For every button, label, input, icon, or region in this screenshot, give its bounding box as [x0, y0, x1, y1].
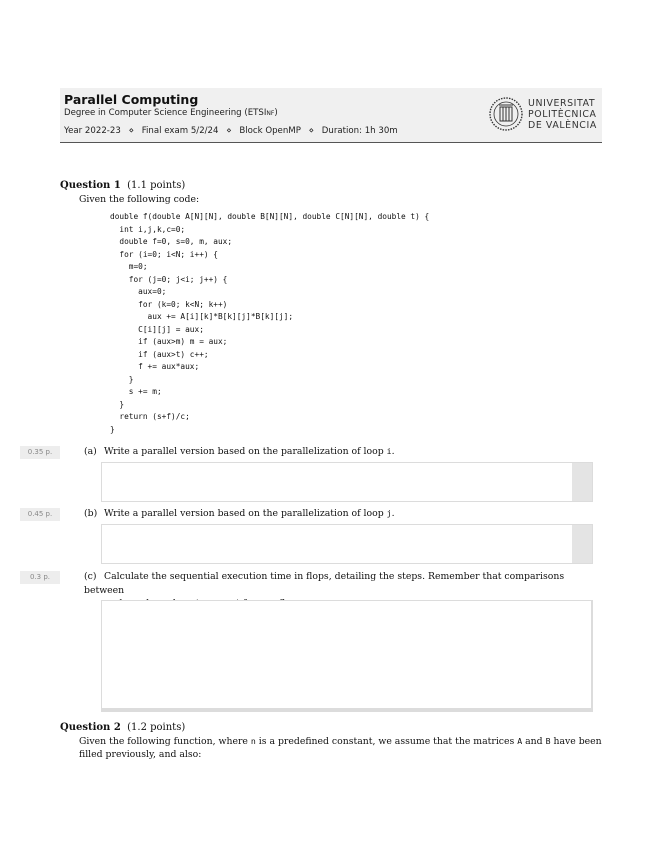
university-seal-icon — [488, 96, 524, 132]
part-tail: . — [391, 446, 395, 457]
matrix-name: A — [517, 736, 523, 746]
question-1b — [84, 507, 395, 521]
question-2-intro — [79, 736, 602, 747]
question-1-title: Question 1 — [60, 180, 121, 191]
question-1-heading — [60, 180, 185, 191]
answer-box-1a[interactable] — [101, 462, 593, 502]
intro-text: and — [522, 736, 546, 747]
part-label: (a) — [84, 446, 97, 457]
points-badge: 0.45 p. — [20, 508, 60, 521]
degree-text: Degree in Computer Science Engineering ( — [64, 108, 248, 118]
part-text: Write a parallel version based on the parallelization of loop — [104, 446, 387, 457]
intro-text: have been — [550, 736, 602, 747]
loop-var: j — [386, 508, 392, 518]
constant-name: n — [250, 736, 256, 746]
intro-text: Given the following function, where — [79, 736, 251, 747]
question-1a — [84, 445, 395, 459]
university-name — [528, 98, 597, 131]
answer-box-1b[interactable] — [101, 524, 593, 564]
separator-icon: ⋄ — [128, 126, 134, 136]
code-listing: double f(double A[N][N], double B[N][N], double C[N][N], double t) { int i,j,k,c=0; double f=0, s=0, m, aux; for (i=0; i<N; i++) { m=0; for (j=0; j<i; j++) { aux=0; for (k=0; k<N; k++) aux += A[i][k]*B[k][j]*B[k][j]; C[i][j] = aux; if (aux>m) m = aux; if (aux>t) c++; f += aux*aux; } s += m; } return (s+f)/c; } — [110, 212, 430, 434]
intro-text: is a predefined constant, we assume that the matrices — [255, 736, 518, 747]
question-2-title: Question 2 — [60, 722, 121, 733]
question-1-intro: Given the following code: — [79, 194, 200, 205]
logo-line: DE VALÈNCIA — [528, 120, 597, 131]
part-text: Write a parallel version based on the parallelization of loop — [104, 508, 387, 519]
degree-school: ETSInf — [247, 108, 275, 118]
degree-line — [64, 108, 278, 118]
points-badge: 0.3 p. — [20, 571, 60, 584]
course-title: Parallel Computing — [64, 92, 199, 107]
answer-box-1c[interactable] — [101, 600, 593, 712]
exam-year: Year 2022-23 — [64, 126, 121, 136]
matrix-name: B — [545, 736, 551, 746]
part-label: (b) — [84, 508, 98, 519]
degree-close: ) — [274, 108, 278, 118]
part-tail: . — [391, 508, 395, 519]
logo-line: UNIVERSITAT — [528, 98, 596, 109]
exam-header — [60, 88, 602, 143]
part-label: (c) — [84, 571, 97, 582]
exam-block: Block OpenMP — [239, 126, 301, 136]
exam-meta — [64, 126, 398, 136]
question-2-points: (1.2 points) — [127, 722, 186, 733]
exam-name: Final exam 5/2/24 — [141, 126, 219, 136]
separator-icon: ⋄ — [226, 126, 232, 136]
question-2-intro-line2: filled previously, and also: — [79, 749, 202, 760]
loop-var: i — [386, 446, 392, 456]
logo-line: POLITÈCNICA — [528, 109, 597, 120]
exam-duration: Duration: 1h 30m — [321, 126, 398, 136]
separator-icon: ⋄ — [308, 126, 315, 136]
points-badge: 0.35 p. — [20, 446, 60, 459]
question-2-heading — [60, 722, 185, 733]
university-logo — [488, 96, 598, 132]
question-1-points: (1.1 points) — [127, 180, 186, 191]
part-text: Calculate the sequential execution time in flops, detailing the steps. Remember that comparisons between — [84, 571, 565, 596]
